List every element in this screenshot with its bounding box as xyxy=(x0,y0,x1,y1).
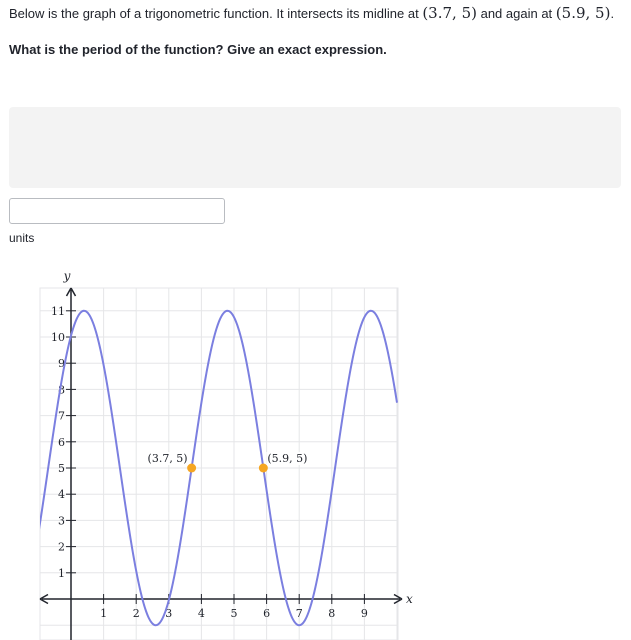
x-tick-label: 5 xyxy=(230,607,238,620)
x-axis-label: x xyxy=(406,592,413,606)
y-tick-label: 6 xyxy=(58,435,65,449)
point-label: (3.7, 5) xyxy=(147,452,188,465)
y-tick-label: 10 xyxy=(51,331,65,344)
x-tick-label: 3 xyxy=(165,607,173,620)
y-axis-label: y xyxy=(63,269,71,283)
points-layer xyxy=(147,452,309,473)
y-tick-label: 11 xyxy=(51,304,65,318)
axes xyxy=(40,288,402,640)
midline-point-a: (3.7, 5) xyxy=(422,4,477,22)
x-tick-label: 8 xyxy=(328,607,336,620)
problem-statement xyxy=(9,4,621,23)
units-label: units xyxy=(9,231,35,245)
prompt-text-end: . xyxy=(610,6,615,21)
y-tick-label: 1 xyxy=(58,566,65,580)
prompt-text-mid: and again at xyxy=(480,6,553,21)
y-tick-label: 4 xyxy=(58,488,65,502)
x-tick-label: 7 xyxy=(295,607,303,620)
y-tick-label: 2 xyxy=(58,540,65,554)
point-label: (5.9, 5) xyxy=(267,452,308,465)
x-tick-label: 6 xyxy=(263,607,271,620)
prompt-text-before: Below is the graph of a trigonometric function. It intersects its midline at xyxy=(9,6,419,21)
y-tick-label: 9 xyxy=(58,357,65,371)
scratchpad-area[interactable] xyxy=(9,107,621,188)
answer-input[interactable] xyxy=(9,198,225,224)
function-graph xyxy=(0,260,420,640)
midline-point-b: (5.9, 5) xyxy=(555,4,611,22)
x-tick-label: 4 xyxy=(197,607,205,620)
question-text: What is the period of the function? Give an exact expression. xyxy=(9,42,387,57)
y-tick-label: 3 xyxy=(58,514,65,528)
y-tick-label: 5 xyxy=(58,462,65,475)
grid xyxy=(40,288,398,640)
y-tick-label: 7 xyxy=(58,409,65,423)
y-tick-label: 8 xyxy=(58,383,65,397)
x-tick-label: 9 xyxy=(360,607,368,620)
tick-labels xyxy=(51,269,413,620)
x-tick-label: 1 xyxy=(100,607,108,620)
x-tick-label: 2 xyxy=(132,607,140,620)
plot-border xyxy=(40,288,398,640)
